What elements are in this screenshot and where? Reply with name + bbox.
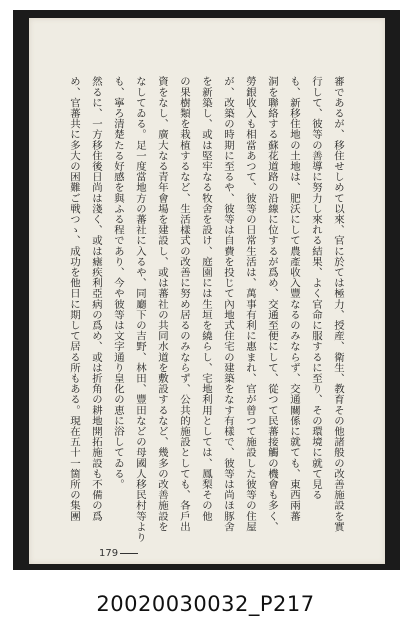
text-line: め、官蕃共に多大の困難ご戦つゝ、成功を他日に期して居る所もある。現在五十一箇所の集團 xyxy=(68,76,80,522)
text-line: 洞を聯絡する蘇花道路の沿線に位するが爲め、交通至便にして、從つて民蕃接觸の機會も多く、 xyxy=(266,76,278,532)
vertical-text-block xyxy=(67,76,345,546)
text-line: の果樹類を栽植するなど、生活樣式の改善に努め居るのみならず、公共的施設としても、各戶出 xyxy=(178,76,190,532)
text-line: 然るに、一方移住後日尚は淺く、或は瘧疾利亞病の爲め、或は折角の耕地開拓施設も不備の爲 xyxy=(90,76,102,522)
page-number-value: 179 xyxy=(99,548,119,559)
text-line: も、新移住地の土地は、肥沃にして農產收入豐なるのみならず、交通關係に就ても、東西兩蕃 xyxy=(288,76,300,522)
text-line: を新築し、或は堅牢なる牧舍を設け、庭園には生垣を繞らし、宅地利用としては、鳳梨その他 xyxy=(200,76,212,522)
book-page xyxy=(29,18,385,564)
text-line: も、寧ろ清楚たる好感を與ふる程であり、今や彼等は文字通り皇化の恵に浴してゐる。 xyxy=(112,76,124,490)
text-line: 資をなし、廣大なる青年會場を建設し、或は蕃社の共同水道を敷設するなど、幾多の改善施設を xyxy=(156,76,168,532)
text-line: 行して、彼等の善導に努力し來れる結果、よく官命に服するに至り、その環境に就て見る xyxy=(310,76,322,500)
page-number xyxy=(99,548,138,559)
page-number-rule xyxy=(120,553,138,554)
text-line: なしてゐる。足一度當地方の蕃社に入るや、同廳下の吉野、林田、豐田などの母國人移民村等より xyxy=(134,76,146,543)
text-line: 勞銀收入も相當あつて、彼等の日常生活は、萬事有利に惠まれ、官が曾つて施設した彼等の住屋 xyxy=(244,76,256,532)
image-id-caption: 20020030032_P217 xyxy=(96,592,315,616)
text-line: が、改築の時期に至るや、彼等は自費を投じて內地式住宅の建築をなす有樣で、彼等は尚ほ豚舍 xyxy=(222,76,234,532)
text-line: 審であるが、移住せしめて以來、官に於ては極力、授産、衛生、教育その他諸般の改善施設を實 xyxy=(332,76,344,532)
